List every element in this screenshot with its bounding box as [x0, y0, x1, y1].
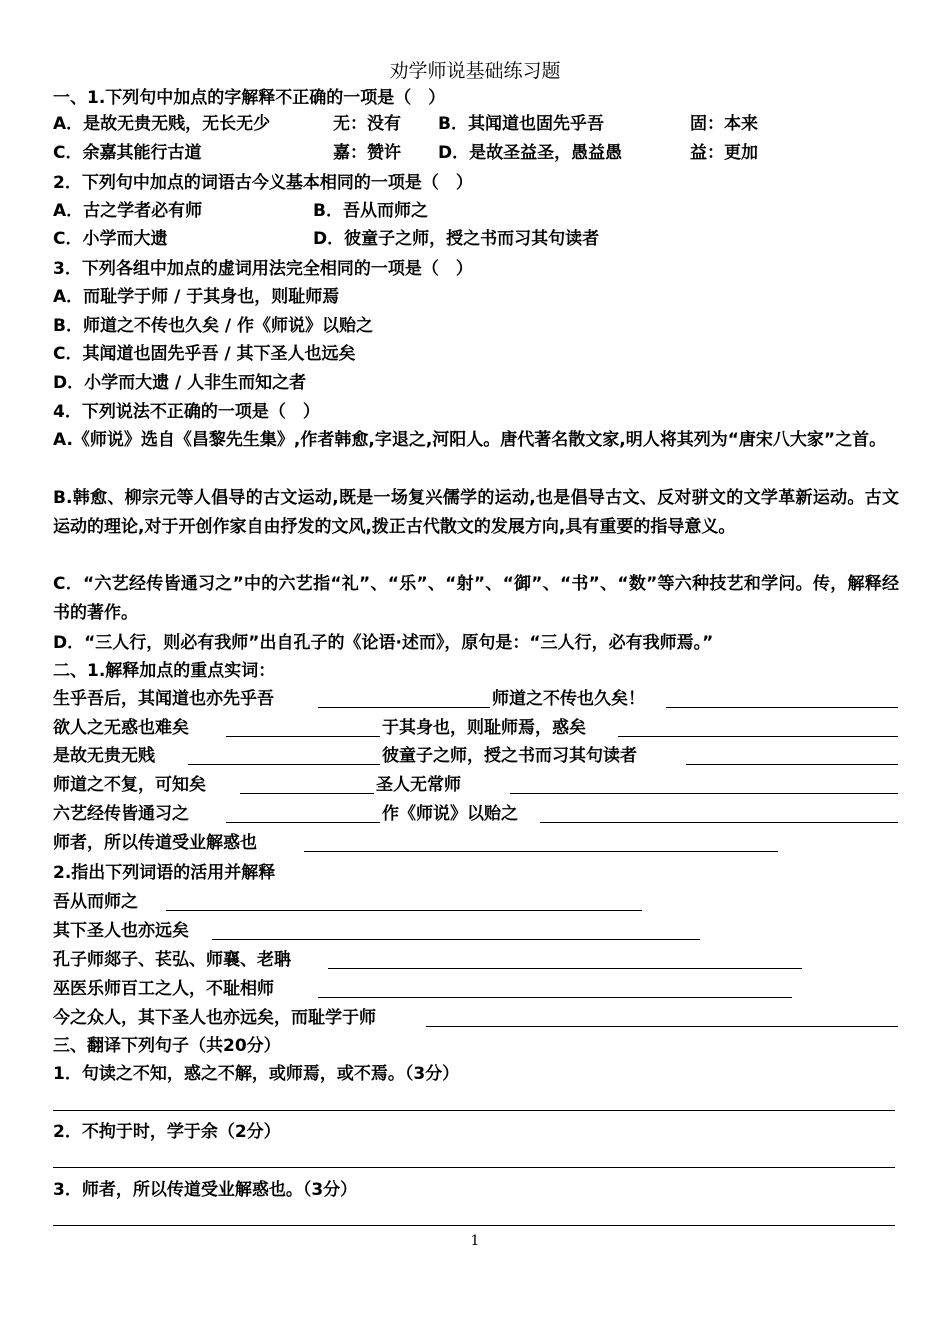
- word-item-10: 作《师说》以贻之: [382, 804, 518, 824]
- q2-option-d: D．彼童子之师，授之书而习其句读者: [313, 229, 600, 249]
- section-2-subheading: 2.指出下列词语的活用并解释: [53, 863, 276, 883]
- answer-blank[interactable]: [666, 707, 898, 708]
- q3-option-d: D．小学而大遗 / 人非生而知之者: [53, 373, 307, 393]
- q3-option-a: A．而耻学于师 / 于其身也，则耻师焉: [53, 287, 340, 307]
- word-item-3: 欲人之无惑也难矣: [53, 718, 189, 738]
- translate-item-1: 1．句读之不知，惑之不解，或师焉，或不焉。（3分）: [53, 1064, 460, 1084]
- q1-option-b: B．其闻道也固先乎吾: [438, 114, 604, 134]
- q1-option-d-gloss: 益：更加: [690, 143, 758, 163]
- word-item-4: 于其身也，则耻师焉，惑矣: [382, 718, 586, 738]
- page-title: 劝学师说基础练习题: [389, 60, 561, 82]
- word-item-6: 彼童子之师，授之书而习其句读者: [382, 746, 637, 766]
- question-3: 3．下列各组中加点的虚词用法完全相同的一项是（ ）: [53, 259, 473, 279]
- q2-option-b: B．吾从而师之: [313, 201, 428, 221]
- usage-item-1: 吾从而师之: [53, 892, 138, 912]
- q1-option-a-gloss: 无：没有: [333, 114, 401, 134]
- word-item-7: 师道之不复，可知矣: [53, 775, 206, 795]
- answer-line[interactable]: [53, 1225, 895, 1226]
- answer-line[interactable]: [53, 1167, 895, 1168]
- answer-blank[interactable]: [328, 968, 802, 969]
- answer-blank[interactable]: [226, 736, 380, 737]
- answer-blank[interactable]: [318, 997, 792, 998]
- answer-blank[interactable]: [166, 910, 642, 911]
- answer-blank[interactable]: [188, 764, 380, 765]
- question-1: 一、1.下列句中加点的字解释不正确的一项是（ ）: [53, 88, 446, 108]
- q3-option-c: C．其闻道也固先乎吾 / 其下圣人也远矣: [53, 344, 356, 364]
- word-item-5: 是故无贵无贱: [53, 746, 155, 766]
- usage-item-4: 巫医乐师百工之人，不耻相师: [53, 979, 274, 999]
- section-2-heading: 二、1.解释加点的重点实词：: [53, 661, 276, 681]
- page-number: 1: [470, 1233, 480, 1249]
- question-2: 2．下列句中加点的词语古今义基本相同的一项是（ ）: [53, 173, 473, 193]
- answer-blank[interactable]: [240, 793, 374, 794]
- q2-option-c: C．小学而大遗: [53, 229, 168, 249]
- word-item-8: 圣人无常师: [376, 775, 461, 795]
- q1-option-c-gloss: 嘉：赞许: [333, 143, 401, 163]
- answer-blank[interactable]: [686, 764, 898, 765]
- q2-option-a: A．古之学者必有师: [53, 201, 203, 221]
- answer-blank[interactable]: [304, 851, 778, 852]
- answer-blank[interactable]: [540, 822, 898, 823]
- q4-option-d: D．“三人行，则必有我师”出自孔子的《论语·述而》，原句是：“三人行，必有我师焉。”: [53, 633, 714, 653]
- word-item-2: 师道之不传也久矣！: [492, 689, 645, 709]
- answer-blank[interactable]: [510, 793, 898, 794]
- answer-blank[interactable]: [618, 736, 898, 737]
- word-item-1: 生乎吾后，其闻道也亦先乎吾: [53, 689, 274, 709]
- answer-blank[interactable]: [226, 822, 380, 823]
- usage-item-5: 今之众人，其下圣人也亦远矣，而耻学于师: [53, 1008, 376, 1028]
- usage-item-2: 其下圣人也亦远矣: [53, 921, 189, 941]
- question-4: 4．下列说法不正确的一项是（ ）: [53, 402, 320, 422]
- word-item-9: 六艺经传皆通习之: [53, 804, 189, 824]
- answer-blank[interactable]: [212, 939, 700, 940]
- translate-item-3: 3．师者，所以传道受业解惑也。（3分）: [53, 1180, 358, 1200]
- q1-option-b-gloss: 固：本来: [690, 114, 758, 134]
- q4-option-c: C．“六艺经传皆通习之”中的六艺指“礼”、“乐”、“射”、“御”、“书”、“数”等六种技艺和学问。传，解释经书的著作。: [53, 574, 899, 623]
- answer-line[interactable]: [53, 1110, 895, 1111]
- q4-option-a: A.《师说》选自《昌黎先生集》,作者韩愈,字退之,河阳人。唐代著名散文家,明人将其列为“唐宋八大家”之首。: [53, 430, 887, 450]
- q4-option-b: B.韩愈、柳宗元等人倡导的古文运动,既是一场复兴儒学的运动,也是倡导古文、反对骈文的文学革新运动。古文运动的理论,对于开创作家自由抒发的文风,拨正古代散文的发展方向,具有重要的指导意义。: [53, 488, 899, 537]
- q1-option-d: D．是故圣益圣，愚益愚: [438, 143, 623, 163]
- word-item-11: 师者，所以传道受业解惑也: [53, 833, 257, 853]
- translate-item-2: 2．不拘于时，学于余（2分）: [53, 1122, 281, 1142]
- usage-item-3: 孔子师郯子、苌弘、师襄、老聃: [53, 950, 291, 970]
- q1-option-a: A．是故无贵无贱，无长无少: [53, 114, 271, 134]
- answer-blank[interactable]: [426, 1026, 898, 1027]
- answer-blank[interactable]: [318, 707, 490, 708]
- section-3-heading: 三、翻译下列句子（共20分）: [53, 1036, 281, 1056]
- q3-option-b: B．师道之不传也久矣 / 作《师说》以贻之: [53, 316, 374, 336]
- q1-option-c: C．余嘉其能行古道: [53, 143, 202, 163]
